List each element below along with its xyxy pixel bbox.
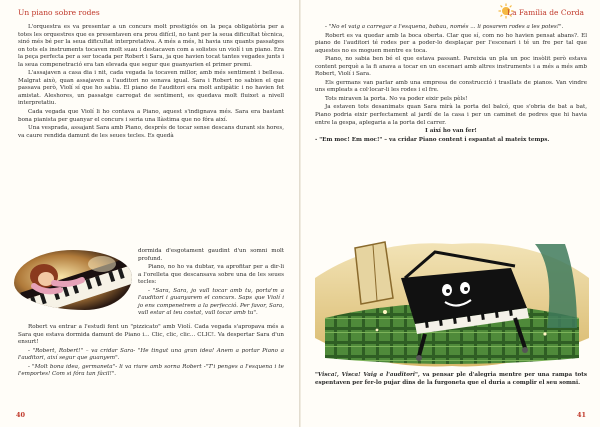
right-exclaim-line: - "Em moc! Em moc!" – va cridar Piano content i espantat al mateix temps. — [315, 136, 550, 143]
dancing-piano-illustration — [315, 238, 589, 370]
left-paragraph: L'orquestra es va presentar a un concurs molt prestigiós on la peça obligatòria per a totes les orquestres que es presentaven era prou difícil, no tant per la seua dificultat tècnica, sinó més bé per la seua dificultat interpretativa. A més a més, hi havia uns quants passatges on tots els instruments tocaven molt suau i destacaven com a solistes un violí i un piano. Era la peça perfecta per a ser tocada per Robert i Sara, ja que havien tocat tantes vegades junts i la seua compenetració era tan elevada que segur que guanyarien el primer premi. — [18, 24, 284, 68]
right-exclaim-quote: "Visca!, Visca! Vaig a l'auditori", — [315, 372, 420, 378]
left-paragraph: L'assajaven a casa dia i nit, cada vegada la tocaven millor, amb més sentiment i bellesa. Malgrat això, quan assajaven a l'auditori no sonava igual. Sara i Robert no sabien el que passava però, Violí sí que ho sabia. El piano de l'auditori era molt antipàtic i no havien fet amistat. Aleshores, un passatge carregat de sentiment, es quedava molt fluixet a nivell interpretatiu. — [18, 70, 284, 107]
left-paragraph-quote: - "Sara, Sara, jo vull tocar amb tu, porta'm a l'auditori i guanyarem el concurs. Saps que Violí i jo ens compenetrem a la perfecció. Per favor, Sara, vull estar al teu costat, vull tocar amb tu". — [138, 287, 284, 317]
right-paragraph-quote: - "No el vaig a carregar a l'esquena, babau, només ... li posarem rodes a les potes!". — [325, 24, 564, 30]
right-paragraph: Tots miraven la porta. No va poder eixir pels pèls! — [325, 95, 468, 102]
left-text-beside-image — [138, 248, 284, 318]
right-paragraph: Els germans van parlar amb una empresa de construcció i trasllats de pianos. Van vindre uns empleats a col·locar-li les rodes i el fre. — [315, 79, 587, 94]
sleeping-girl-image — [14, 250, 132, 310]
left-paragraph-quote: - "Molt bona idea, germaneta"- li va riure amb sorna Robert -"T'i penges a l'esquena i te l'emportes! Com si fóra tan fàcil!". — [18, 363, 284, 378]
left-paragraph: Piano, no ho va dubtar, va aprofitar per a dir-li a l'orelleta que descansava sobre una de les seues tecles: — [138, 264, 284, 286]
left-paragraph: Robert va entrar a l'estudi fent un "pizzicato" amb Violí. Cada vegada s'apropava més a Sara que estava dormida damunt de Piano i... Clic, clic, clic... CLIC!. Va despertar Sara d'un ensurt! — [18, 324, 284, 346]
dancing-piano-image — [315, 238, 589, 370]
left-paragraph: Cada vegada que Violí li ho contava a Piano, aquest s'indignava més. Sara era bastant bona pianista per guanyar el concurs i seria una llàstima que no fóra així. — [18, 109, 284, 123]
right-page-number: 41 — [576, 411, 586, 419]
right-paragraph-bottom — [315, 372, 587, 387]
left-paragraph: Una vesprada, assajant Sara amb Piano, després de tocar sense descans durant sis hores, va caure rendida damunt de les seues tecles. Es quedà — [18, 125, 284, 139]
left-paragraph: dormida d'esgotament gaudint d'un somni molt profund. — [138, 248, 284, 262]
left-running-head: Un piano sobre rodes — [18, 8, 100, 17]
right-paragraph: Piano, no sabia ben bé el que estava passant. Pareixia un pla un poc insòlit però estava content perquè a la fi anava a tocar en un escenari amb altres instruments i a més a més amb Robert, Violí i Sara. — [315, 56, 587, 78]
right-paragraph: Robert es va quedar amb la boca oberta. Clar que sí, com no ho havien pensat abans?. El piano de l'auditori té rodes per a poder-lo desplaçar per l'escenari i té un fre per tal que aquestes no es moguen mentre es toca. — [315, 32, 587, 54]
right-text-bottom — [315, 372, 587, 387]
right-running-head: La Família de Corda — [507, 8, 584, 17]
left-paragraph-quote: - "Robert, Robert!" – va cridar Sara- "He tingut una gran idea! Anem a portar Piano a l'auditori, així segur que guanyem". — [18, 347, 284, 362]
right-page — [300, 0, 600, 427]
right-text-top — [315, 24, 587, 144]
left-text-bottom — [18, 324, 284, 379]
left-text-top — [18, 24, 284, 140]
right-exclaim-rest: va pensar ple d'alegria mentre per una rampa tots espentaven per fer-lo pujar dins de la furgoneta que el duria a complir el seu somni. — [315, 372, 587, 386]
left-page-number: 40 — [16, 411, 26, 419]
right-shout-line: I així ho van fer! — [425, 128, 477, 135]
right-paragraph: Ja estaven tots desanimats quan Sara mirà la porta del balcó, que s'obria de bat a bat, Piano podria eixir perfectament al jardí de la casa i per un caminet de pedres que hi havia entre la gespa, aplegaria a la porta del carrer. — [315, 104, 587, 126]
sleeping-girl-illustration — [14, 250, 132, 310]
